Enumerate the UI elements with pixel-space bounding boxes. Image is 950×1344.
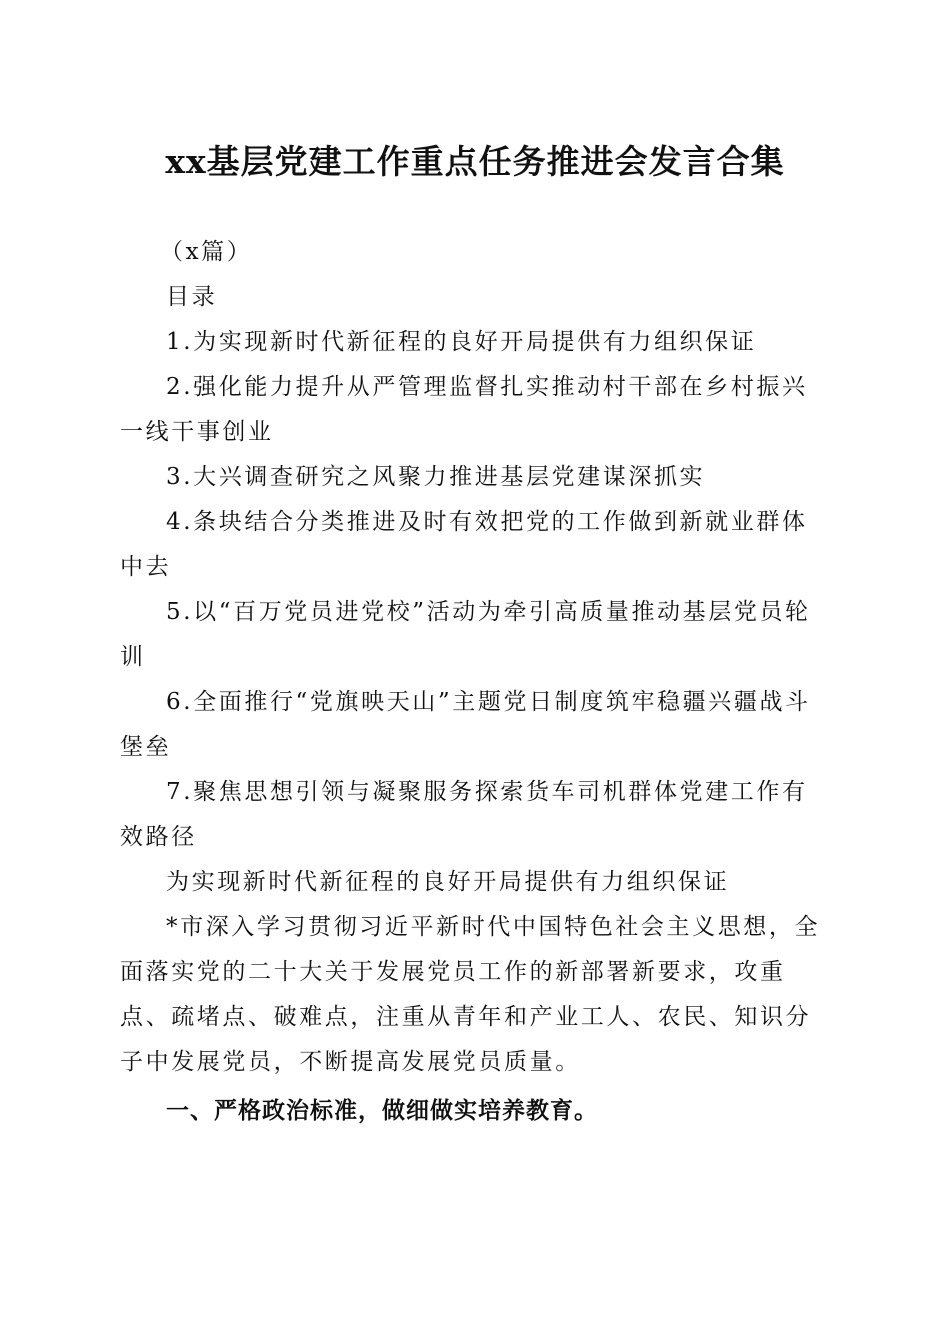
document-title: xx基层党建工作重点任务推进会发言合集 [165, 142, 785, 181]
document-subtitle: （x篇） [160, 239, 253, 265]
toc-item: 1.为实现新时代新征程的良好开局提供有力组织保证 [166, 329, 757, 355]
toc-item: 7.聚焦思想引领与凝聚服务探索货车司机群体党建工作有效路径 [120, 779, 808, 850]
toc-item: 2.强化能力提升从严管理监督扎实推动村干部在乡村振兴一线干事创业 [120, 374, 808, 445]
document-body [120, 230, 825, 1134]
toc-item: 3.大兴调查研究之风聚力推进基层党建谋深抓实 [166, 464, 706, 490]
toc-item: 4.条块结合分类推进及时有效把党的工作做到新就业群体中去 [120, 509, 808, 580]
section-heading: 一、严格政治标准，做细做实培养教育。 [166, 1098, 598, 1124]
toc-item: 6.全面推行“党旗映天山”主题党日制度筑牢稳疆兴疆战斗堡垒 [120, 689, 811, 760]
section-title: 为实现新时代新征程的良好开局提供有力组织保证 [166, 869, 730, 895]
toc-label: 目录 [166, 284, 218, 310]
body-paragraph: *市深入学习贯彻习近平新时代中国特色社会主义思想，全面落实党的二十大关于发展党员工作的新部署新要求，攻重点、疏堵点、破难点，注重从青年和产业工人、农民、知识分子中发展党员，不断提高发展党员质量。 [120, 914, 821, 1075]
toc-item: 5.以“百万党员进党校”活动为牵引高质量推动基层党员轮训 [120, 599, 811, 670]
